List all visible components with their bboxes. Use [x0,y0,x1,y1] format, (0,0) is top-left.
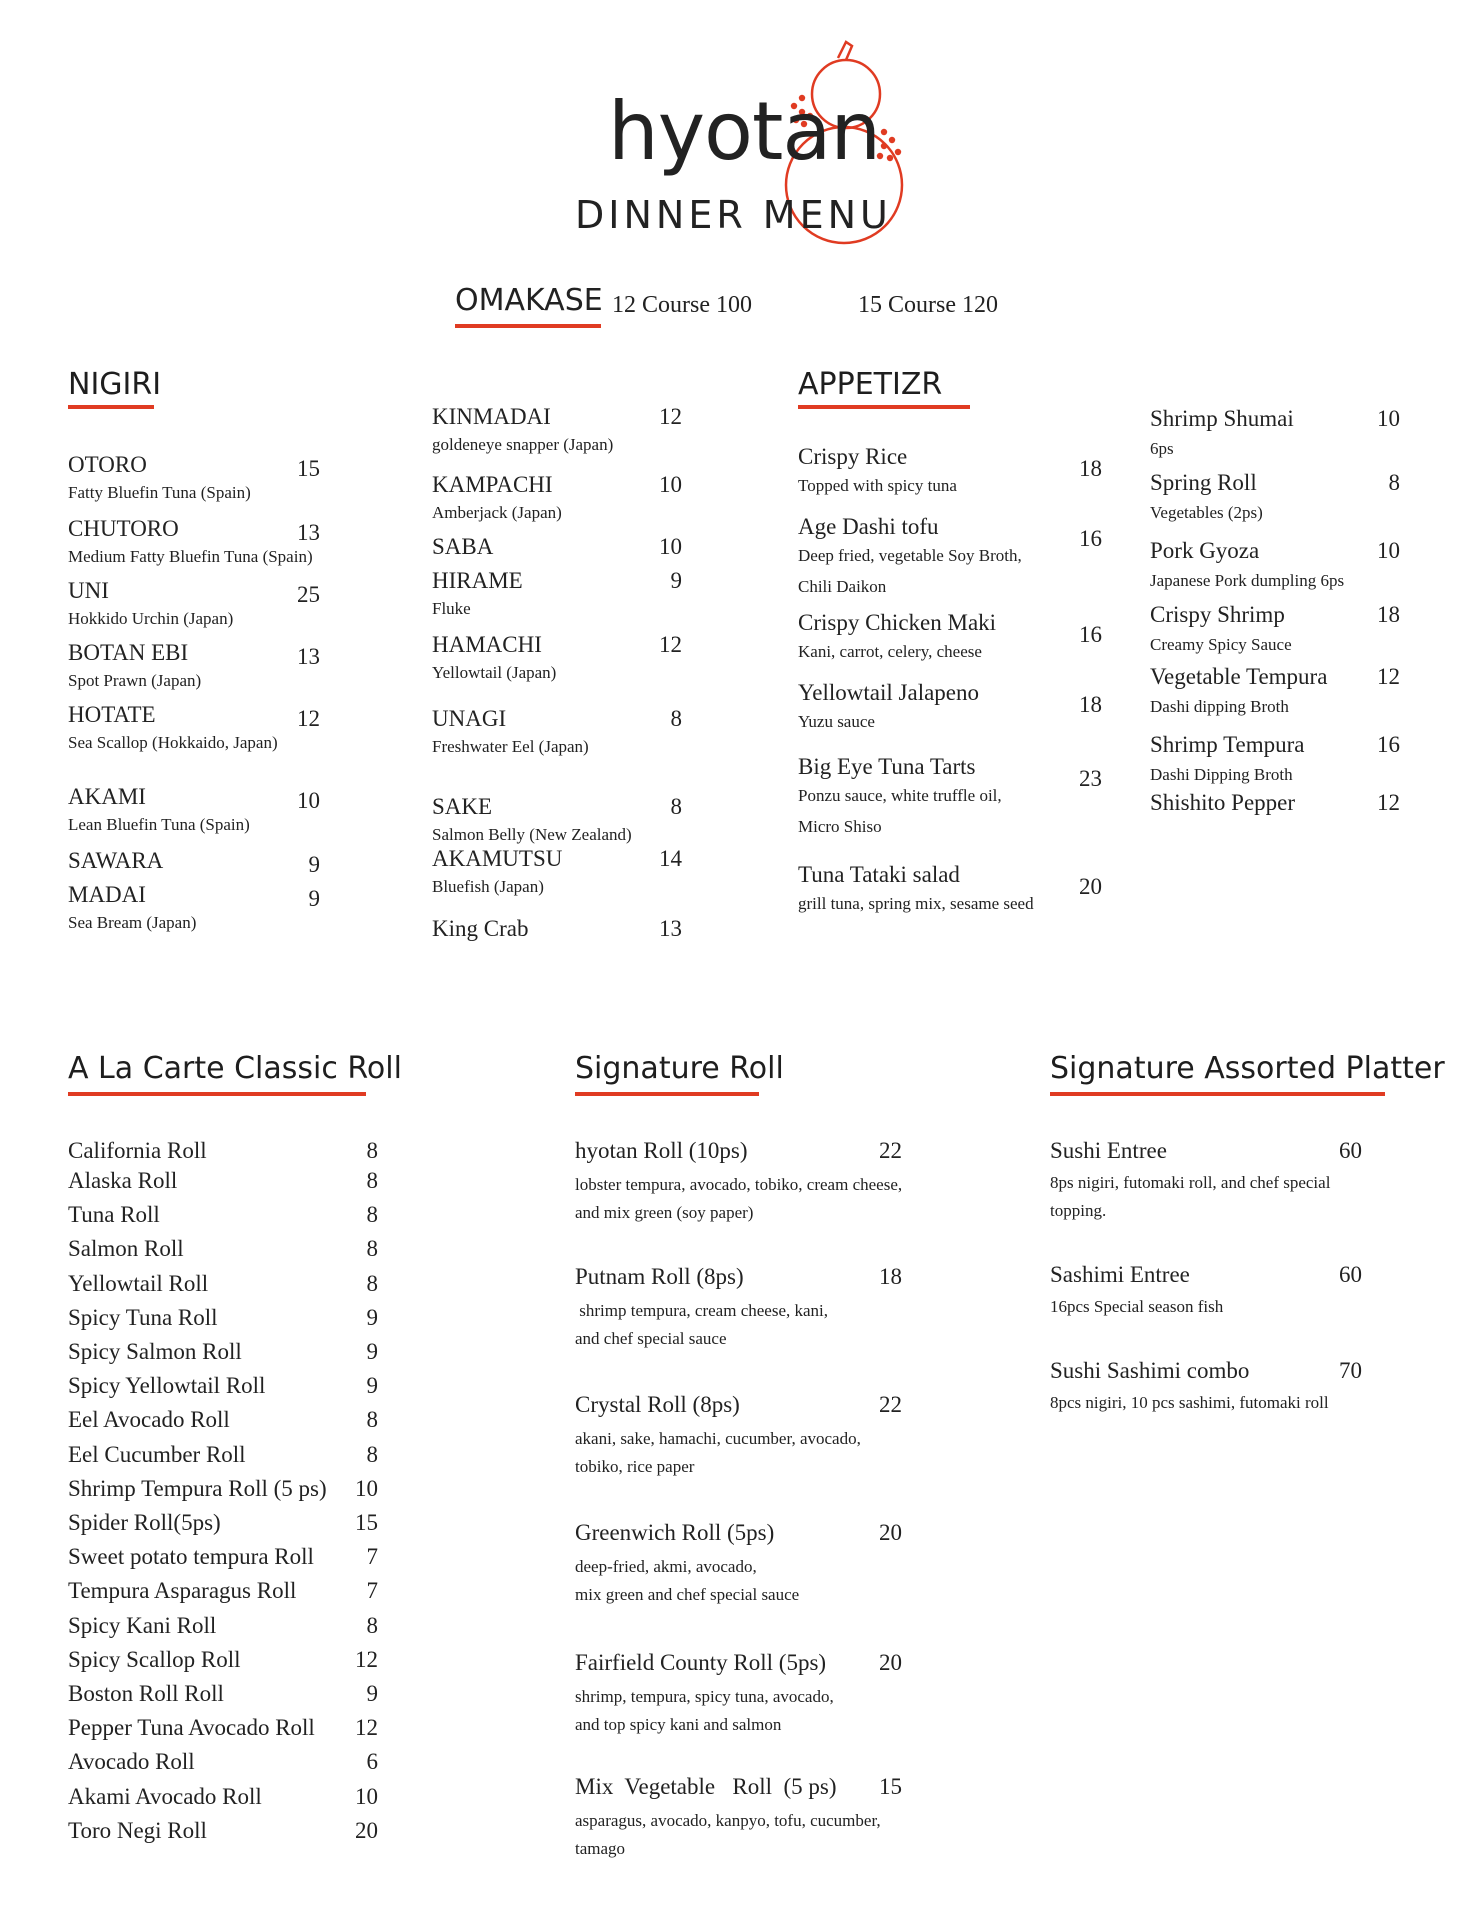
item-price: 12 [355,1646,378,1672]
item-price: 20 [879,1650,902,1675]
item-price: 18 [879,1264,902,1289]
list-item: Shrimp Tempura Roll (5 ps) [68,1475,327,1501]
brand-name: hyotan [608,85,881,178]
item-price: 6 [366,1749,378,1775]
item-price: 8 [366,1407,378,1433]
list-item: Salmon Roll [68,1236,184,1262]
item-desc: Sea Scallop (Hokkaido, Japan) [68,733,278,752]
item-name: Crispy Shrimp [1150,602,1285,627]
item-price: 9 [670,568,682,593]
item-price: 12 [355,1715,378,1741]
item-desc: Medium Fatty Bluefin Tuna (Spain) [68,547,313,566]
item-price: 12 [659,632,682,657]
item-price: 16 [1079,622,1102,647]
item-name: SAKE [432,794,493,819]
item-price: 9 [308,886,320,911]
item-price: 12 [1377,790,1400,815]
item-desc: shrimp, tempura, spicy tuna, avocado, [575,1687,834,1706]
item-name: Age Dashi tofu [798,514,939,539]
omakase-label: OMAKASE [455,283,603,318]
platter-underline [1050,1092,1385,1096]
list-item: Spicy Yellowtail Roll [68,1373,266,1399]
item-desc: Hokkido Urchin (Japan) [68,609,234,628]
item-price: 10 [1377,406,1400,431]
item-desc: Fatty Bluefin Tuna (Spain) [68,483,251,502]
item-name: Yellowtail Jalapeno [798,680,980,705]
item-name: Mix Vegetable Roll (5 ps) [575,1774,837,1799]
item-desc: 16pcs Special season fish [1050,1297,1224,1316]
item-price: 16 [1377,732,1400,757]
list-item: Yellowtail Roll [68,1270,209,1296]
item-name: Vegetable Tempura [1150,664,1328,689]
item-price: 9 [366,1373,378,1399]
item-name: Spring Roll [1150,470,1257,495]
item-desc: goldeneye snapper (Japan) [432,435,614,454]
item-desc: shrimp tempura, cream cheese, kani, [575,1301,829,1320]
item-desc: Salmon Belly (New Zealand) [432,825,632,844]
item-name: Sushi Entree [1050,1138,1167,1163]
list-item: Sweet potato tempura Roll [68,1544,314,1570]
item-desc: Bluefish (Japan) [432,877,544,896]
item-price: 13 [659,916,682,941]
item-price: 9 [308,852,320,877]
item-price: 9 [366,1681,378,1706]
item-desc: Micro Shiso [798,817,882,836]
item-price: 16 [1079,526,1102,551]
item-price: 22 [879,1138,902,1163]
item-desc: tobiko, rice paper [575,1457,695,1476]
item-price: 23 [1079,766,1102,791]
item-name: CHUTORO [68,516,179,541]
item-price: 18 [1377,602,1400,627]
item-name: Greenwich Roll (5ps) [575,1520,775,1545]
list-item: Alaska Roll [68,1168,178,1193]
item-price: 15 [355,1510,378,1535]
item-price: 7 [366,1578,378,1604]
item-name: AKAMUTSU [432,846,563,871]
item-price: 20 [355,1817,378,1843]
menu-title: DINNER MENU [575,193,892,237]
item-price: 20 [1079,874,1102,899]
list-item: Eel Avocado Roll [68,1407,230,1433]
item-name: hyotan Roll (10ps) [575,1138,748,1163]
item-desc: 8pcs nigiri, 10 pcs sashimi, futomaki roll [1050,1393,1329,1412]
item-price: 8 [366,1270,378,1296]
item-desc: Dashi dipping Broth [1150,697,1289,716]
item-price: 25 [297,582,320,607]
item-price: 10 [297,788,320,813]
item-name: King Crab [432,916,529,941]
item-name: Crispy Rice [798,444,908,469]
item-price: 18 [1079,692,1102,717]
item-price: 10 [355,1783,378,1809]
list-item: Spicy Kani Roll [68,1612,217,1638]
item-price: 9 [366,1339,378,1364]
item-desc: Yellowtail (Japan) [432,663,557,682]
item-desc: Ponzu sauce, white truffle oil, [798,786,1002,805]
item-price: 14 [659,846,682,871]
item-desc: Amberjack (Japan) [432,503,562,522]
list-item: Boston Roll Roll [68,1681,224,1706]
item-name: MADAI [68,882,146,907]
item-name: Crispy Chicken Maki [798,610,997,635]
item-name: UNAGI [432,706,507,731]
section-title-nigiri: NIGIRI [68,367,162,402]
item-name: Big Eye Tuna Tarts [798,754,976,779]
section-title-platter: Signature Assorted Platter [1050,1051,1445,1086]
item-price: 8 [366,1236,378,1262]
item-name: SAWARA [68,848,164,873]
item-desc: and mix green (soy paper) [575,1203,754,1222]
item-price: 22 [879,1392,902,1417]
item-desc: akani, sake, hamachi, cucumber, avocado, [575,1429,861,1448]
item-desc: tamago [575,1839,626,1858]
item-name: Shrimp Shumai [1150,406,1294,431]
item-desc: Yuzu sauce [798,712,875,731]
omakase-underline [455,324,601,328]
item-name: Shishito Pepper [1150,790,1296,815]
item-name: Tuna Tataki salad [798,862,960,887]
item-desc: Kani, carrot, celery, cheese [798,642,982,661]
item-desc: mix green and chef special sauce [575,1585,800,1604]
item-price: 8 [670,794,682,819]
item-desc: Fluke [432,599,471,618]
classic-underline [68,1092,366,1096]
item-price: 10 [355,1475,378,1501]
item-name: OTORO [68,452,147,477]
item-name: Pork Gyoza [1150,538,1260,563]
list-item: California Roll [68,1138,207,1163]
item-price: 10 [1377,538,1400,563]
item-name: KINMADAI [432,404,551,429]
item-name: AKAMI [68,784,146,809]
item-desc: and chef special sauce [575,1329,727,1348]
item-price: 12 [659,404,682,429]
item-price: 8 [366,1441,378,1467]
item-price: 12 [1377,664,1400,689]
list-item: Eel Cucumber Roll [68,1441,246,1467]
item-desc: Sea Bream (Japan) [68,913,197,932]
item-desc: deep-fried, akmi, avocado, [575,1557,757,1576]
list-item: Spicy Scallop Roll [68,1646,241,1672]
list-item: Spicy Salmon Roll [68,1339,242,1364]
item-name: HAMACHI [432,632,542,657]
item-price: 60 [1339,1262,1362,1287]
item-desc: Freshwater Eel (Japan) [432,737,589,756]
item-price: 15 [297,456,320,481]
item-desc: grill tuna, spring mix, sesame seed [798,894,1034,913]
item-price: 8 [670,706,682,731]
item-price: 20 [879,1520,902,1545]
item-price: 70 [1339,1358,1362,1383]
item-desc: Spot Prawn (Japan) [68,671,202,690]
omakase-12-course: 12 Course 100 [612,292,752,318]
item-price: 13 [297,644,320,669]
item-name: Shrimp Tempura [1150,732,1305,757]
item-desc: Topped with spicy tuna [798,476,957,495]
item-name: KAMPACHI [432,472,553,497]
item-desc: Lean Bluefin Tuna (Spain) [68,815,250,834]
item-price: 60 [1339,1138,1362,1163]
item-price: 8 [366,1202,378,1228]
list-item: Spicy Tuna Roll [68,1304,218,1330]
item-price: 13 [297,520,320,545]
item-desc: topping. [1050,1201,1107,1220]
section-title-classic-roll: A La Carte Classic Roll [68,1051,402,1086]
item-price: 15 [879,1774,902,1799]
item-desc: Japanese Pork dumpling 6ps [1150,571,1345,590]
item-desc: and top spicy kani and salmon [575,1715,782,1734]
item-desc: Creamy Spicy Sauce [1150,635,1292,654]
item-desc: lobster tempura, avocado, tobiko, cream cheese, [575,1175,903,1194]
item-desc: Vegetables (2ps) [1150,503,1263,522]
omakase-15-course: 15 Course 120 [858,292,998,318]
item-desc: 6ps [1150,439,1174,458]
item-name: Fairfield County Roll (5ps) [575,1650,827,1675]
item-name: SABA [432,534,494,559]
item-name: Sushi Sashimi combo [1050,1358,1250,1383]
item-price: 7 [366,1544,378,1570]
item-name: HIRAME [432,568,523,593]
item-desc: Deep fried, vegetable Soy Broth, [798,546,1022,565]
list-item: Spider Roll(5ps) [68,1510,221,1535]
appetizer-underline [798,405,970,409]
list-item: Avocado Roll [68,1749,195,1775]
item-name: Crystal Roll (8ps) [575,1392,740,1417]
item-price: 9 [366,1304,378,1330]
list-item: Akami Avocado Roll [68,1783,262,1809]
list-item: Toro Negi Roll [68,1817,207,1843]
item-price: 10 [659,472,682,497]
nigiri-underline [68,405,154,409]
item-name: UNI [68,578,109,603]
item-price: 8 [366,1168,378,1193]
item-desc: Dashi Dipping Broth [1150,765,1293,784]
item-price: 8 [1388,470,1400,495]
item-price: 10 [659,534,682,559]
item-name: Putnam Roll (8ps) [575,1264,744,1289]
list-item: Tuna Roll [68,1202,160,1228]
section-title-signature-roll: Signature Roll [575,1051,784,1086]
item-name: BOTAN EBI [68,640,189,665]
item-desc: 8ps nigiri, futomaki roll, and chef special [1050,1173,1331,1192]
item-price: 12 [297,706,320,731]
list-item: Tempura Asparagus Roll [68,1578,297,1604]
list-item: Pepper Tuna Avocado Roll [68,1715,315,1741]
item-name: HOTATE [68,702,156,727]
item-desc: asparagus, avocado, kanpyo, tofu, cucumber, [575,1811,881,1830]
signature-underline [575,1092,759,1096]
item-price: 8 [366,1612,378,1638]
item-price: 18 [1079,456,1102,481]
section-title-appetizer: APPETIZR [798,367,943,402]
item-desc: Chili Daikon [798,577,887,596]
item-name: Sashimi Entree [1050,1262,1190,1287]
item-price: 8 [366,1138,378,1163]
